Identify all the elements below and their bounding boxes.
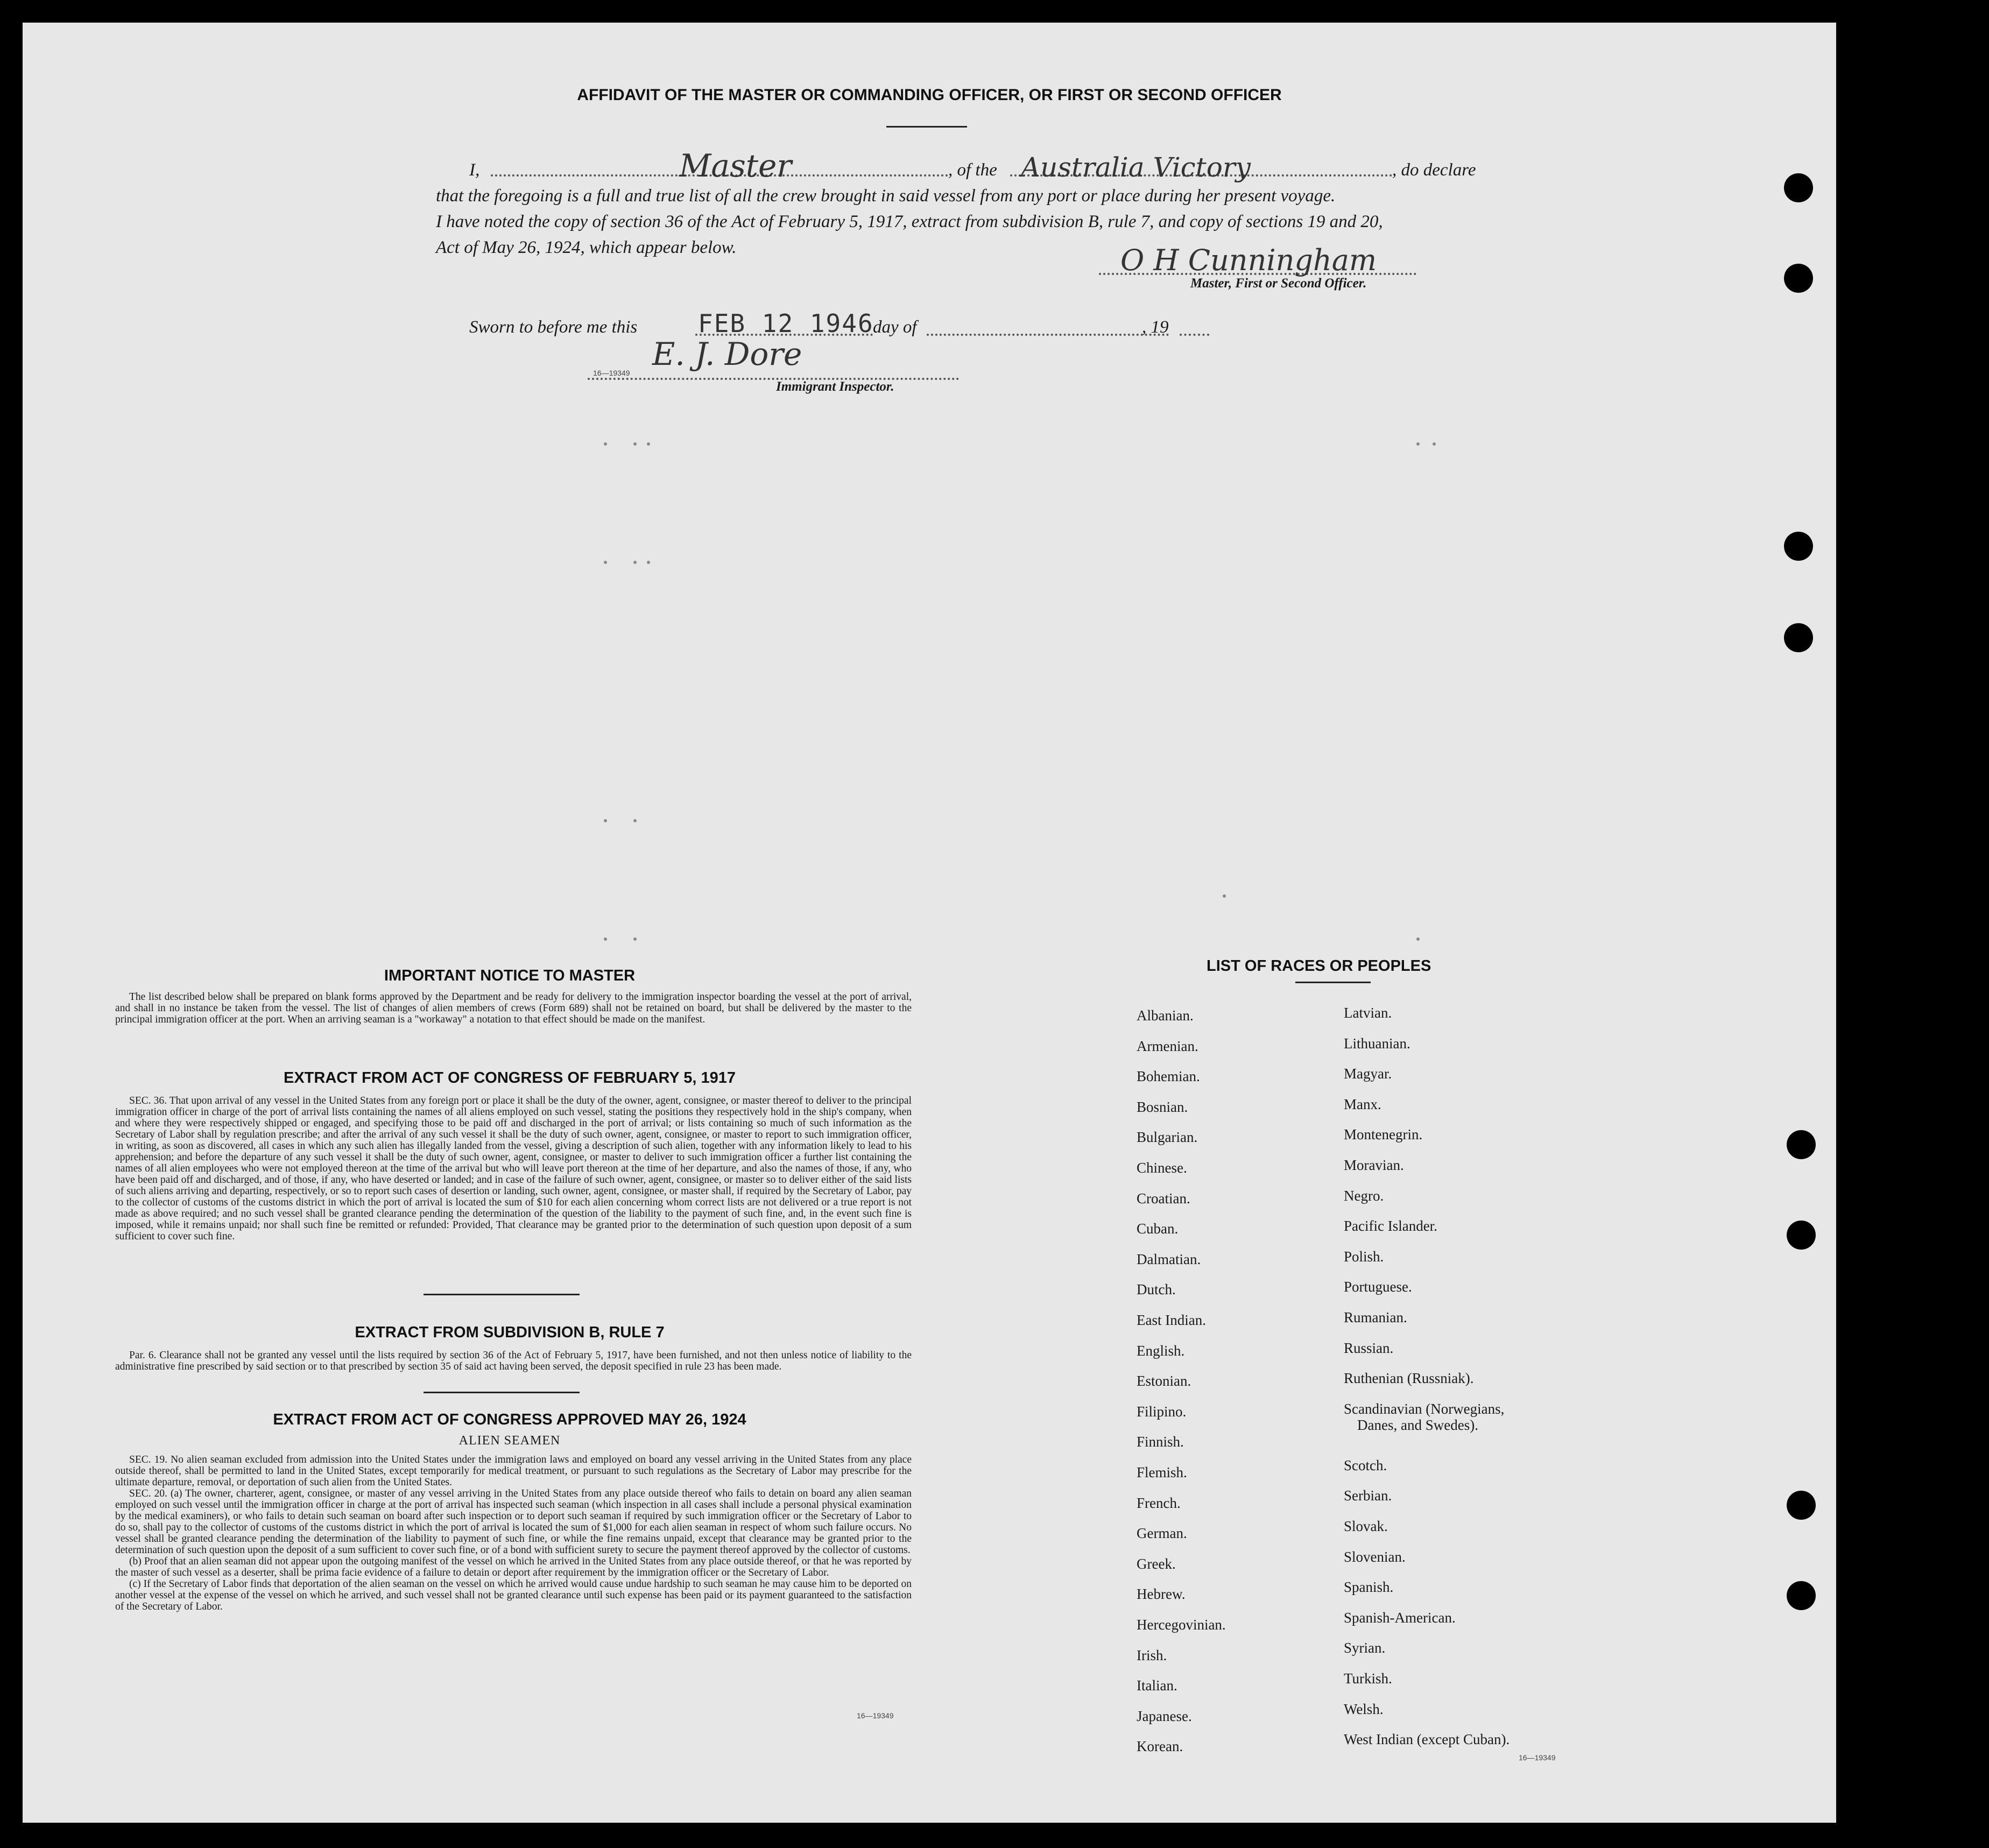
race-item: Spanish. xyxy=(1344,1579,1394,1596)
extract-form-number: 16—19349 xyxy=(857,1711,894,1720)
paragraph-6: Par. 6. Clearance shall not be granted any vessel until the lists required by section 36 of the Act of February 5, 1917, have been furnished, and not then unless notice of liability to the administrative fine prescribed by said section or to that prescribed by section 35 of said act having been served, the deposit specified in rule 23 has been made. xyxy=(115,1350,912,1372)
race-item: Slovenian. xyxy=(1344,1548,1406,1565)
punch-hole-icon xyxy=(1784,623,1813,652)
race-item: Greek. xyxy=(1137,1555,1176,1572)
inspector-caption: Immigrant Inspector. xyxy=(776,379,894,394)
punch-hole-icon xyxy=(1787,1581,1816,1610)
race-item: Bulgarian. xyxy=(1137,1129,1198,1146)
race-item: Polish. xyxy=(1344,1248,1384,1265)
bleed-mark xyxy=(1433,442,1436,446)
punch-hole-icon xyxy=(1784,532,1813,561)
race-item: West Indian (except Cuban). xyxy=(1344,1731,1510,1748)
date-stamp: FEB 12 1946 xyxy=(698,309,874,338)
race-item: Slovak. xyxy=(1344,1518,1388,1534)
document-page xyxy=(23,23,1836,1823)
punch-hole-icon xyxy=(1787,1130,1816,1159)
race-item: English. xyxy=(1137,1342,1185,1359)
race-item: Negro. xyxy=(1344,1187,1384,1204)
race-item: Portuguese. xyxy=(1344,1279,1412,1295)
sworn-month-line xyxy=(927,334,1169,336)
race-item: Italian. xyxy=(1137,1677,1177,1694)
race-item: Armenian. xyxy=(1137,1038,1198,1054)
bleed-mark xyxy=(604,937,607,941)
race-item: Serbian. xyxy=(1344,1487,1392,1504)
race-item: Latvian. xyxy=(1344,1005,1392,1021)
sworn-year: , 19 xyxy=(1142,318,1169,337)
inspector-line xyxy=(588,378,959,380)
bleed-mark xyxy=(633,561,637,564)
race-item: Estonian. xyxy=(1137,1373,1191,1389)
declaration-suffix: , do declare xyxy=(1392,160,1476,180)
notice-text xyxy=(115,991,912,1025)
race-item: Japanese. xyxy=(1137,1708,1192,1724)
race-item: Russian. xyxy=(1344,1339,1394,1356)
race-item: Pacific Islander. xyxy=(1344,1218,1437,1235)
bleed-mark xyxy=(604,819,607,822)
notice-paragraph: The list described below shall be prepared on blank forms approved by the Department and be ready for delivery to the immigration inspector boarding the vessel at the port of arrival, and shall in no instance be taken from the vessel. The list of changes of alien members of crews (Form 689) shall not be retained on board, but shall be delivered by the master to the principal immigration officer at the port. When an arriving seaman is a "workaway" a notation to that effect should be made on the manifest. xyxy=(115,991,912,1025)
vessel-name-handwritten: Australia Victory xyxy=(1021,152,1251,183)
races-title-rule xyxy=(1295,982,1371,983)
signature-caption: Master, First or Second Officer. xyxy=(1190,276,1367,291)
bleed-mark xyxy=(633,442,637,446)
sworn-year-line xyxy=(1180,334,1209,336)
race-item: Albanian. xyxy=(1137,1007,1194,1024)
declaration-line-4: Act of May 26, 1924, which appear below. xyxy=(436,238,737,257)
alien-seamen-subtitle: ALIEN SEAMEN xyxy=(459,1434,561,1448)
race-item: Irish. xyxy=(1137,1647,1167,1663)
extract-rule7-text xyxy=(115,1350,912,1372)
race-item: Magyar. xyxy=(1344,1066,1392,1082)
master-name-handwritten: Master xyxy=(679,147,792,184)
race-item: Flemish. xyxy=(1137,1464,1187,1480)
sworn-prefix: Sworn to before me this xyxy=(469,318,638,337)
bleed-mark xyxy=(1416,442,1420,446)
race-item: Rumanian. xyxy=(1344,1309,1407,1325)
race-item: Bohemian. xyxy=(1137,1068,1200,1085)
race-item: Spanish-American. xyxy=(1344,1609,1456,1626)
race-item: Finnish. xyxy=(1137,1434,1184,1450)
bleed-mark xyxy=(633,937,637,941)
race-item: Danes, and Swedes). xyxy=(1357,1416,1478,1433)
race-item: Moravian. xyxy=(1344,1157,1404,1173)
section-20c-paragraph: (c) If the Secretary of Labor finds that deportation of the alien seaman on the vessel on which he arrived would cause undue hardship to such seaman he may cause him to be deported on another vessel at the expense of the vessel on which he arrived, and such vessel shall not be granted clearance until such expense has been paid or its payment guaranteed to the satisfaction of the Secretary of Labor. xyxy=(115,1578,912,1612)
inspector-signature: E. J. Dore xyxy=(652,336,802,372)
race-item: Korean. xyxy=(1137,1738,1183,1755)
race-item: Bosnian. xyxy=(1137,1098,1188,1115)
race-item: French. xyxy=(1137,1494,1181,1511)
extract-1917-title: EXTRACT FROM ACT OF CONGRESS OF FEBRUARY 5, 1917 xyxy=(283,1069,736,1087)
race-item: Dutch. xyxy=(1137,1281,1176,1298)
races-title: LIST OF RACES OR PEOPLES xyxy=(1207,957,1431,975)
declaration-prefix: I, xyxy=(469,160,480,180)
race-item: Montenegrin. xyxy=(1344,1126,1423,1143)
extract-1917-text xyxy=(115,1095,912,1242)
race-item: Chinese. xyxy=(1137,1160,1187,1176)
bleed-mark xyxy=(647,561,650,564)
section-divider xyxy=(424,1294,580,1295)
punch-hole-icon xyxy=(1787,1221,1816,1250)
race-item: Dalmatian. xyxy=(1137,1251,1201,1267)
race-item: Turkish. xyxy=(1344,1670,1392,1687)
race-item: Croatian. xyxy=(1137,1190,1190,1207)
races-form-number: 16—19349 xyxy=(1519,1753,1556,1762)
bleed-mark xyxy=(604,561,607,564)
section-divider xyxy=(424,1392,580,1393)
declaration-mid: , of the xyxy=(948,160,997,180)
race-item: German. xyxy=(1137,1525,1187,1542)
bleed-mark xyxy=(604,442,607,446)
affidavit-title: AFFIDAVIT OF THE MASTER OR COMMANDING OFFICER, OR FIRST OR SECOND OFFICER xyxy=(577,86,1282,104)
notice-title: IMPORTANT NOTICE TO MASTER xyxy=(384,967,636,984)
section-20b-paragraph: (b) Proof that an alien seaman did not appear upon the outgoing manifest of the vessel on which he arrived in the United States from any place outside thereof, or that he was reported by the master of such vessel as a deserter, shall be prima facie evidence of a failure to detain or deport after requirement by the immigration officer or the Secretary of Labor. xyxy=(115,1556,912,1578)
extract-rule7-title: EXTRACT FROM SUBDIVISION B, RULE 7 xyxy=(355,1324,665,1341)
bleed-mark xyxy=(1416,937,1420,941)
bleed-mark xyxy=(1223,894,1226,898)
declaration-line-2: that the foregoing is a full and true list of all the crew brought in said vessel from any port or place during her present voyage. xyxy=(436,186,1336,206)
race-item: Filipino. xyxy=(1137,1403,1187,1420)
race-item: Welsh. xyxy=(1344,1701,1384,1717)
bleed-mark xyxy=(647,442,650,446)
race-item: Scotch. xyxy=(1344,1457,1387,1473)
sworn-day-of: day of xyxy=(873,318,917,337)
race-item: Cuban. xyxy=(1137,1221,1179,1237)
master-signature: O H Cunningham xyxy=(1120,243,1377,277)
race-item: Manx. xyxy=(1344,1096,1381,1112)
section-20a-paragraph: SEC. 20. (a) The owner, charterer, agent, consignee, or master of any vessel arriving in the United States from any place outside thereof who fails to detain on board any alien seaman employed on such vessel until the immigration officer in charge at the port of arrival has inspected such seaman (which inspection in all cases shall include a personal physical examination by the medical examiners), or who fails to detain such seaman on board after such inspection or to deport such seaman if required by such immigration officer or the Secretary of Labor to do so, shall pay to the collector of customs of the customs district in which the port of arrival is located the sum of $1,000 for each alien seaman in respect of whom such failure occurs. No vessel shall be granted clearance pending the determination of the liability to payment of such fine, or while the fine remains unpaid, except that clearance may be granted prior to the determination of such question upon the deposit of a sum sufficient to cover such fine, or of a bond with sufficient surety to secure the payment thereof approved by the collector of customs. xyxy=(115,1488,912,1556)
extract-1924-title: EXTRACT FROM ACT OF CONGRESS APPROVED MAY 26, 1924 xyxy=(273,1411,746,1428)
race-item: Hebrew. xyxy=(1137,1586,1186,1603)
punch-hole-icon xyxy=(1784,173,1813,202)
race-item: Lithuanian. xyxy=(1344,1035,1410,1052)
race-item: Hercegovinian. xyxy=(1137,1617,1226,1633)
section-19-paragraph: SEC. 19. No alien seaman excluded from admission into the United States under the immigration laws and employed on board any vessel arriving in the United States from any place outside thereof, shall be permitted to land in the United States, except temporarily for medical treatment, or pursuant to such regulations as the Secretary of Labor may prescribe for the ultimate departure, removal, or deportation of such alien from the United States. xyxy=(115,1454,912,1488)
declaration-line-3: I have noted the copy of section 36 of the Act of February 5, 1917, extract from subdivision B, rule 7, and copy of sections 19 and 20, xyxy=(436,212,1383,231)
punch-hole-icon xyxy=(1784,264,1813,293)
race-item: Syrian. xyxy=(1344,1640,1386,1656)
extract-1924-text xyxy=(115,1454,912,1612)
title-rule xyxy=(886,126,967,128)
section-36-paragraph: SEC. 36. That upon arrival of any vessel in the United States from any foreign port or place it shall be the duty of the owner, agent, consignee, or master thereof to deliver to the principal immigration officer in charge of the port of arrival lists containing the names of all aliens employed on such vessel, stating the positions they respectively hold in the ship's company, when and where they were respectively shipped or engaged, and specifying those to be paid off and discharged in the port of arrival; or lists containing so much of such information as the Secretary of Labor shall by regulation prescribe; and after the arrival of any such vessel it shall be the duty of such owner, agent, consignee, or master to report to such immigration officer, in writing, as soon as discovered, all cases in which any such alien has illegally landed from the vessel, giving a description of such alien, together with any information likely to lead to his apprehension; and before the departure of any such vessel it shall be the duty of such owner, agent, consignee, or master to deliver to such immigration officer a further list containing the names of all alien employees who were not employed thereon at the time of the arrival but who will leave port thereon at the time of her departure, and also the names of those, if any, who have been paid off and discharged, and of those, if any, who have deserted or landed; and in case of the failure of such owner, agent, consignee, or master so to deliver either of the said lists of such aliens arriving and departing, respectively, or so to report such cases of desertion or landing, such owner, agent, consignee, or master shall, if required by the Secretary of Labor, pay to the collector of customs of the customs district in which the port of arrival is located the sum of $10 for each alien concerning whom correct lists are not delivered or a true report is not made as above required; and no such vessel shall be granted clearance pending the determination of the question of the liability to the payment of such fine, and, in the event such fine is imposed, while it remains unpaid; nor shall such fine be remitted or refunded: Provided, That clearance may be granted prior to the determination of such question upon deposit of a sum sufficient to cover such fine. xyxy=(115,1095,912,1242)
punch-hole-icon xyxy=(1787,1491,1816,1520)
affidavit-form-number: 16—19349 xyxy=(593,369,630,377)
race-item: East Indian. xyxy=(1137,1312,1206,1328)
race-item: Ruthenian (Russniak). xyxy=(1344,1370,1474,1387)
bleed-mark xyxy=(633,819,637,822)
race-item: Scandinavian (Norwegians, xyxy=(1344,1400,1505,1417)
